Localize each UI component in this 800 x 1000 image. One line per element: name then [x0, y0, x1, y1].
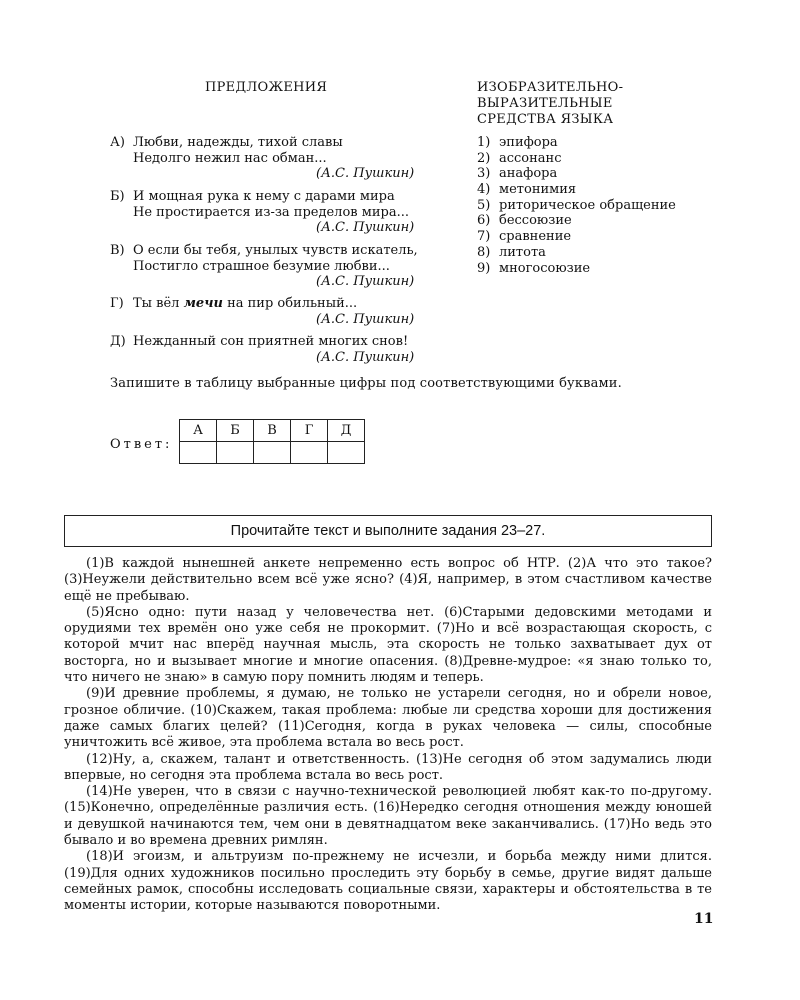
- sentence-line: Не простирается из-за пределов мира...: [133, 204, 409, 220]
- option-text: эпифора: [499, 135, 558, 150]
- sentence-g: [110, 296, 430, 327]
- sentence-letter: Д): [110, 334, 126, 349]
- sentence-letter: Б): [110, 189, 125, 204]
- answer-cell[interactable]: [291, 442, 328, 464]
- text-paragraph: (1)В каждой нынешней анкете непременно есть вопрос об НТР. (2)А что это такое? (3)Неужели действительно всем всё уже ясно? (4)Я, например, в этом счастливом качестве ещё не пребываю.: [64, 556, 712, 604]
- means-option: [477, 166, 676, 182]
- sentence-author: (А.С. Пушкин): [316, 220, 415, 235]
- means-option: [477, 229, 676, 245]
- answer-cell[interactable]: [254, 442, 291, 464]
- answer-label: Ответ:: [110, 437, 173, 452]
- sentence-line: Постигло страшное безумие любви...: [133, 258, 390, 274]
- answer-input-row: [180, 442, 365, 464]
- option-text: бессоюзие: [499, 213, 572, 229]
- text-paragraph: (12)Ну, а, скажем, талант и ответственность. (13)Не сегодня об этом задумались люди впервые, но сегодня эта проблема встала во весь рост.: [64, 751, 712, 783]
- answer-column-header: Г: [291, 420, 328, 442]
- answer-cell[interactable]: [217, 442, 254, 464]
- task-banner: Прочитайте текст и выполните задания 23–27.: [64, 515, 712, 547]
- text-paragraph: (9)И древние проблемы, я думаю, не только не устарели сегодня, но и обрели новое, грозное обличие. (10)Скажем, такая проблема: любые ли средства хороши для достижения даже самых благих целей? (11)Сегодня, когда в руках человека — силы, способные уничтожить всё живое, эта проблема встала во весь рост.: [64, 686, 712, 751]
- option-number: 9): [477, 260, 491, 276]
- sentence-author: (А.С. Пушкин): [316, 166, 415, 181]
- sentence-b: [110, 189, 430, 236]
- answer-table: [179, 419, 365, 464]
- means-header-line: СРЕДСТВА ЯЗЫКА: [477, 112, 614, 127]
- sentence-line: Любви, надежды, тихой славы: [133, 135, 343, 150]
- sentence-a: [110, 135, 430, 182]
- option-number: 1): [477, 135, 491, 150]
- option-text: литота: [499, 244, 546, 260]
- sentences-header: ПРЕДЛОЖЕНИЯ: [205, 80, 328, 95]
- means-option: [477, 245, 676, 261]
- sentence-line: О если бы тебя, унылых чувств искатель,: [133, 243, 418, 258]
- means-list: [477, 135, 676, 276]
- answer-cell[interactable]: [180, 442, 217, 464]
- sentence-v: [110, 243, 430, 290]
- text-paragraph: (18)И эгоизм, и альтруизм по-прежнему не исчезли, и борьба между ними длится. (19)Для одних художников посильно проследить эту борьбу в семье, другие видят дальше семейных рамок, способны исследовать социальные связи, характеры и обстоятельства в те моменты истории, которые называются поворотными.: [64, 849, 712, 914]
- sentence-line: И мощная рука к нему с дарами мира: [133, 189, 395, 204]
- sentence-letter: А): [110, 135, 125, 150]
- option-number: 4): [477, 182, 491, 198]
- option-text: анафора: [499, 166, 558, 182]
- sentence-text: на пир обильный...: [222, 296, 358, 311]
- means-header: [477, 80, 623, 128]
- option-text: ассонанс: [499, 150, 562, 166]
- answer-column-header: А: [180, 420, 217, 442]
- answer-header-row: [180, 420, 365, 442]
- sentence-line: [133, 296, 430, 312]
- means-header-line: ВЫРАЗИТЕЛЬНЫЕ: [477, 96, 613, 111]
- sentence-line: Недолго нежил нас обман...: [133, 150, 327, 166]
- text-paragraph: (14)Не уверен, что в связи с научно-технической революцией любят как-то по-другому. (15)Конечно, определённые различия есть. (16)Нередко сегодня отношения между юношей и девушкой начинаются тем, чем они в девятнадцатом веке заканчивались. (17)Но ведь это бывало и во времена древних римлян.: [64, 784, 712, 849]
- means-option: [477, 261, 676, 277]
- option-text: метонимия: [499, 182, 577, 198]
- sentence-author: (А.С. Пушкин): [316, 349, 415, 365]
- means-option: [477, 151, 676, 167]
- option-text: многосоюзие: [499, 260, 591, 276]
- answer-column-header: Б: [217, 420, 254, 442]
- option-number: 5): [477, 197, 491, 213]
- sentence-emphasis: мечи: [183, 296, 223, 311]
- means-header-line: ИЗОБРАЗИТЕЛЬНО-: [477, 80, 624, 95]
- instruction-text: Запишите в таблицу выбранные цифры под соответствующими буквами.: [110, 376, 622, 391]
- option-number: 8): [477, 244, 491, 260]
- option-text: риторическое обращение: [499, 197, 676, 213]
- page-number: 11: [694, 911, 714, 927]
- sentence-letter: В): [110, 243, 125, 258]
- means-option: [477, 182, 676, 198]
- sentence-d: [110, 334, 430, 365]
- answer-column-header: В: [254, 420, 291, 442]
- option-number: 7): [477, 229, 491, 245]
- text-paragraph: (5)Ясно одно: пути назад у человечества нет. (6)Старыми дедовскими методами и орудиями тех времён оно уже себя не прокормит. (7)Но и всё возрастающая скорость, с которой мчит нас вперёд научная мысль, эта скорость не только захватывает дух от восторга, но и вызывает многие и многие опасения. (8)Древне-мудрое: «я знаю только то, что ничего не знаю» в самую пору помнить людям и теперь.: [64, 604, 712, 686]
- answer-column-header: Д: [328, 420, 365, 442]
- means-option: [477, 135, 676, 151]
- sentence-author: (А.С. Пушкин): [316, 274, 415, 289]
- means-option: [477, 198, 676, 214]
- answer-cell[interactable]: [328, 442, 365, 464]
- reading-text: [64, 556, 712, 915]
- means-option: [477, 213, 676, 229]
- option-number: 3): [477, 166, 491, 182]
- sentence-author: (А.С. Пушкин): [316, 311, 415, 327]
- sentence-line: Нежданный сон приятней многих снов!: [133, 334, 409, 349]
- option-text: сравнение: [499, 229, 572, 245]
- sentence-letter: Г): [110, 296, 124, 311]
- sentence-text: Ты вёл: [133, 296, 184, 311]
- option-number: 2): [477, 150, 491, 166]
- option-number: 6): [477, 213, 491, 229]
